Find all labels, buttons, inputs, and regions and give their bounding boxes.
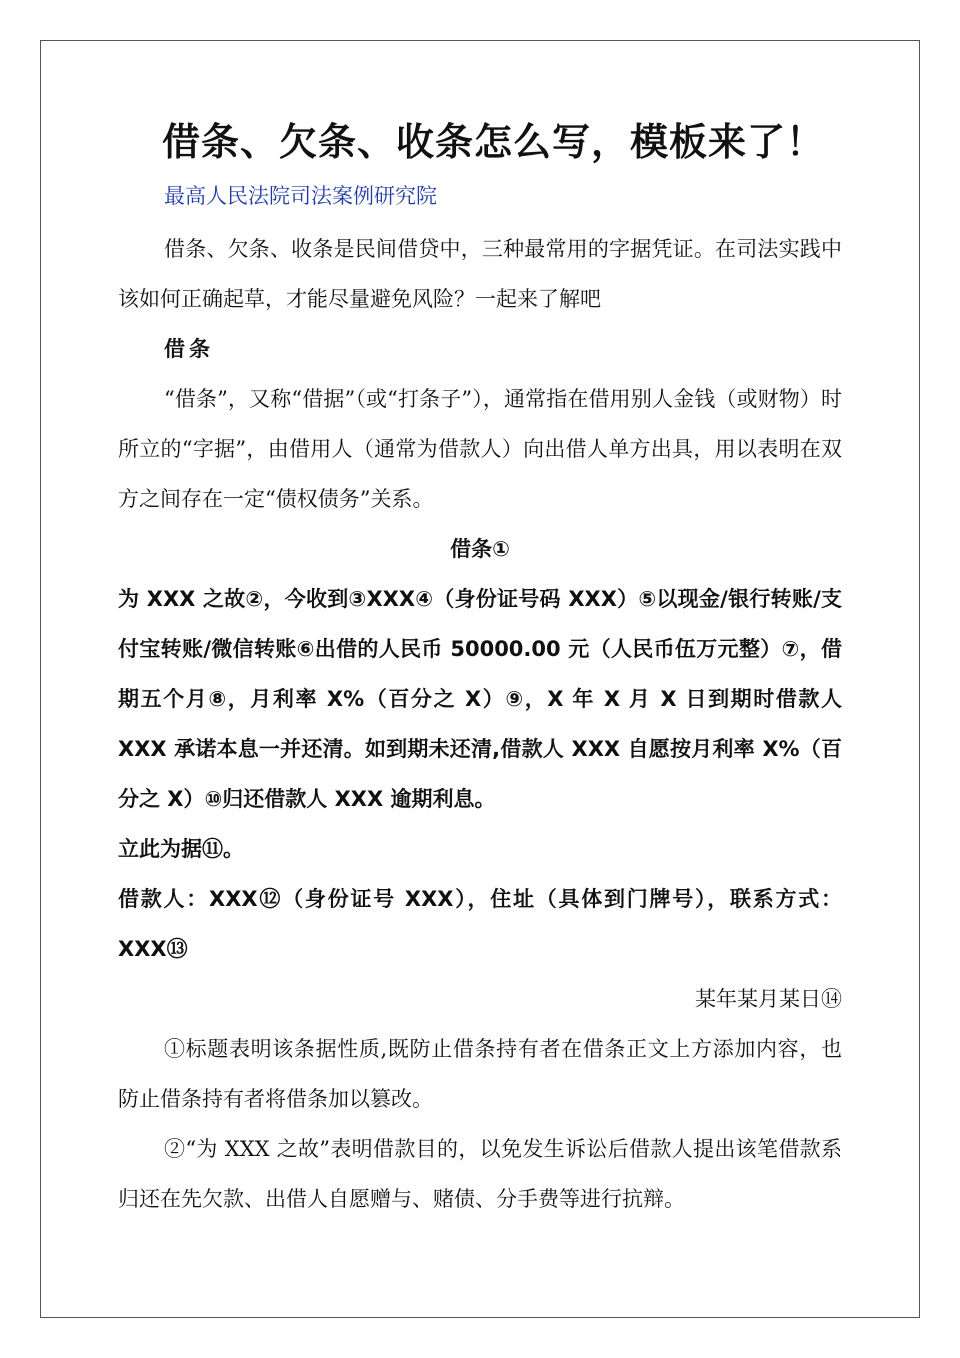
document-title: 借条、欠条、收条怎么写，模板来了！ — [162, 120, 826, 164]
author-link[interactable]: 最高人民法院司法案例研究院 — [164, 184, 437, 208]
template-closing: 立此为据⑪。 — [118, 837, 244, 861]
definition-paragraph: “借条”，又称“借据”（或“打条子”），通常指在借用别人金钱（或财物）时所立的“字据”，由借用人（通常为借款人）向出借人单方出具，用以表明在双方之间存在一定“债权债务”关系。 — [118, 387, 842, 511]
template-title: 借条① — [450, 537, 510, 561]
template-date: 某年某月某日⑭ — [695, 987, 842, 1011]
note-paragraph-1: ①标题表明该条据性质,既防止借条持有者在借条正文上方添加内容，也防止借条持有者将借条加以篡改。 — [118, 1037, 842, 1111]
document-content — [118, 112, 842, 1224]
intro-paragraph: 借条、欠条、收条是民间借贷中，三种最常用的字据凭证。在司法实践中该如何正确起草，才能尽量避免风险？一起来了解吧 — [118, 237, 842, 311]
template-borrower-line: 借款人：XXX⑫（身份证号 XXX），住址（具体到门牌号），联系方式：XXX⑬ — [118, 887, 842, 961]
template-body: 为 XXX 之故②，今收到③XXX④（身份证号码 XXX）⑤以现金/银行转账/支付宝转账/微信转账⑥出借的人民币 50000.00 元（人民币伍万元整）⑦，借期五个月⑧，月利率 X%（百分之 X）⑨，X 年 X 月 X 日到期时借款人 XXX 承诺本息一并还清。如到期未还清,借款人 XXX 自愿按月利率 X%（百分之 X）⑩归还借款人 XXX 逾期利息。 — [118, 587, 842, 811]
note-paragraph-2: ②“为 XXX 之故”表明借款目的，以免发生诉讼后借款人提出该笔借款系归还在先欠款、出借人自愿赠与、赌债、分手费等进行抗辩。 — [118, 1137, 842, 1211]
section-heading-jietiao: 借条 — [164, 337, 214, 361]
